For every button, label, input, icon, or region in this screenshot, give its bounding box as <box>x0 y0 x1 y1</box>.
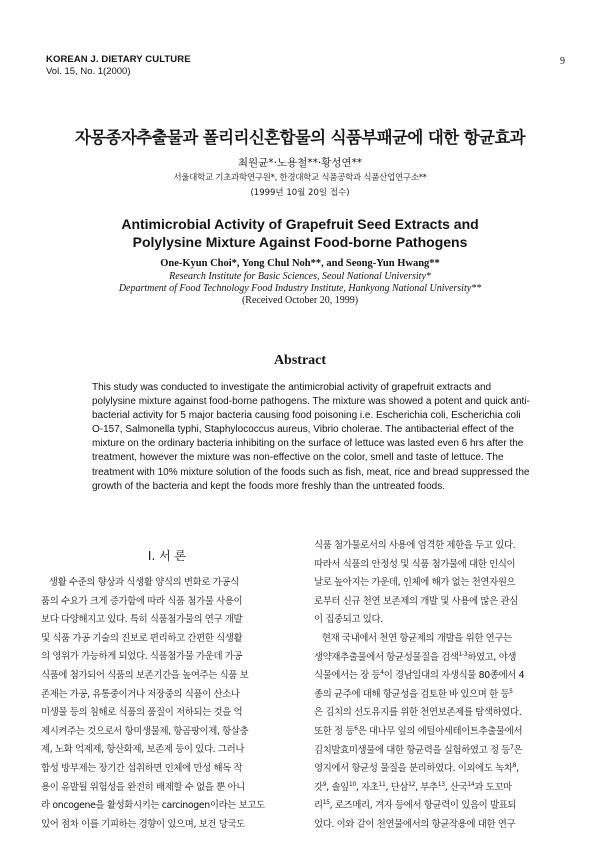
abstract-line: O-157, Salmonella typhi, Staphylococcus aureus, Vibrio cholerae. The antibacterial effect of the <box>92 424 514 436</box>
english-title-line-2: Polylysine Mixture Against Food-borne Pathogens <box>132 234 468 250</box>
body-right-line: 식품 첨가물로서의 사용에 엄격한 제한을 두고 있다. <box>314 540 516 551</box>
body-left-line: 제, 노화 억제제, 항산화제, 보존제 등이 있다. 그러나 <box>41 744 245 756</box>
journal-name: KOREAN J. DIETARY CULTURE <box>46 54 191 65</box>
body-left-line: 미생물 등의 침해로 식품의 품질이 저하되는 것을 억 <box>41 707 243 719</box>
english-title-line-1: Antimicrobial Activity of Grapefruit Seed Extracts and <box>121 216 479 232</box>
body-left-line: 보다 다양해지고 있다. 특히 식품첨가물의 연구 개발 <box>41 614 243 626</box>
body-left-line: 라 oncogene을 활성화시키는 carcinogen이라는 보고도 <box>41 800 265 812</box>
reference-superscript: 7 <box>509 743 514 751</box>
abstract-body <box>92 381 537 494</box>
page-number: 9 <box>560 56 565 67</box>
body-left-line: 품의 수요가 크게 증가함에 따라 식품 첨가물 사용이 <box>41 595 243 607</box>
body-right-line: 갓$^9$, 솔잎$^{10}$, 자초$^{11}$, 단삼$^{12}$, 부추$^{13}$, 산국$^{14}$과 도꼬마 <box>314 780 512 793</box>
abstract-line: This study was conducted to investigate the antimicrobial activity of grapefruit extracts and <box>92 382 492 393</box>
korean-received-date: (1999년 10월 20일 접수) <box>250 188 350 198</box>
body-right-line: 이 집중되고 있다. <box>314 614 383 626</box>
abstract-line: bacterial activity for 5 major bacteria causing food poisoning i.e. Escherichia coli, Escherichia coli <box>92 410 521 422</box>
body-left-line: 용이 유발될 위험성을 완전히 배제할 수 없을 뿐 아니 <box>41 781 245 793</box>
body-right-line: 은 김치의 선도유지를 위한 천연보존제를 탐색하였다. <box>314 707 522 719</box>
body-right-line: 생약재추출물에서 항균성물질을 검색$^{1-3}$하였고, 야생 <box>314 650 517 663</box>
english-affiliation-1: Research Institute for Basic Sciences, Seoul National University* <box>169 271 431 282</box>
reference-superscript: 15 <box>322 799 330 807</box>
body-right-line: 식물에서는 장 등$^4$이 경남일대의 자생식물 80종에서 4 <box>314 669 525 682</box>
body-left-line: 존제는 가공, 유통중이거나 저장중의 식품이 산소나 <box>41 688 240 700</box>
body-right-line: 김치발효미생물에 대한 항균력을 실험하였고 정 등$^7$은 <box>314 743 523 756</box>
reference-superscript: 12 <box>408 780 416 788</box>
reference-superscript: 13 <box>437 780 445 788</box>
reference-superscript: 4 <box>380 669 384 677</box>
body-right-line: 었다. 이와 같이 천연물에서의 항균작용에 대한 연구 <box>314 818 516 830</box>
body-right-line: 또한 정 등$^6$은 대나무 잎의 에틸아세테이트추출물에서 <box>314 724 523 737</box>
reference-superscript: 9 <box>322 780 327 788</box>
body-right-line: 리$^{15}$, 로즈메리, 겨자 등에서 항균력이 있음이 발표되 <box>314 799 517 812</box>
body-column-right <box>314 537 564 835</box>
abstract-line: treatment, however the mixture was non-effective on the color, smell and taste of lettuce. The <box>92 452 504 464</box>
reference-superscript: 1-3 <box>458 650 468 658</box>
abstract-line: mixture on the ordinary bacteria inhibiting on the surface of lettuce was lasted even 6 hrs after the <box>92 438 524 450</box>
english-title <box>0 215 600 251</box>
reference-superscript: 5 <box>509 687 513 695</box>
body-left-line: 및 식품 가공 기술의 진보로 편리하고 간편한 식생활 <box>41 632 243 644</box>
body-left-line: 생활 수준의 향상과 식생활 양식의 변화로 가공식 <box>41 577 239 588</box>
korean-title: 자몽종자추출물과 폴리리신혼합물의 식품부패균에 대한 항균효과 <box>74 128 526 147</box>
abstract-line: treatment with 10% mixture solution of the foods such as fish, meat, rice and bread suppressed the <box>92 466 530 478</box>
body-right-line: 날로 높아지는 가운데, 인체에 해가 없는 천연자원으 <box>314 577 516 589</box>
reference-superscript: 14 <box>467 780 475 788</box>
english-affiliation-2: Department of Food Technology Food Industry Institute, Hankyong National University** <box>118 283 482 294</box>
body-left-line: 합성 방부제는 장기간 섭취하면 인체에 만성 해독 작 <box>41 762 243 774</box>
body-right-line: 따라서 식품의 안정성 및 식품 첨가물에 대한 인식이 <box>314 558 516 570</box>
english-authors: One-Kyun Choi*, Yong Chul Noh**, and Seong-Yun Hwang** <box>160 258 440 269</box>
korean-authors: 최원균*·노용철**·황성연** <box>237 157 363 169</box>
korean-affiliation: 서울대학교 기초과학연구원*, 한경대학교 식품공학과 식품산업연구소** <box>173 173 427 183</box>
abstract-heading: Abstract <box>273 353 327 368</box>
reference-superscript: 6 <box>354 724 358 732</box>
section-heading-introduction: I. 서 론 <box>147 549 187 563</box>
abstract-line: polylysine mixture against food-borne pathogens. The mixture was showed a potent and quick anti- <box>92 396 530 408</box>
body-right-line: 로부터 신규 천연 보존제의 개발 및 사용에 많은 관심 <box>314 595 518 607</box>
body-left-line: 의 영위가 가능하게 되었다. 식품첨가물 가운데 가공 <box>41 651 243 663</box>
journal-volume: Vol. 15, No. 1(2000) <box>46 66 131 77</box>
body-right-line: 현재 국내에서 천연 항균제의 개발을 위한 연구는 <box>314 632 512 644</box>
body-left-line: 제시켜주는 것으로서 항미생물제, 항곰팡이제, 항살충 <box>41 725 249 737</box>
body-right-line: 영지에서 항균성 물질을 분리하였다. 이외에도 녹차$^8$, <box>314 762 519 775</box>
reference-superscript: 10 <box>348 780 356 788</box>
body-column-left <box>41 574 291 834</box>
body-right-line: 종의 균주에 대해 항균성을 검토한 바 있으며 한 등$^5$ <box>314 687 513 700</box>
abstract-line: growth of the bacteria and kept the foods more freshly than the untreated foods. <box>92 480 445 492</box>
reference-superscript: 8 <box>512 762 517 770</box>
body-left-line: 있어 점차 이를 기피하는 경향이 있으며, 보건 당국도 <box>41 818 245 830</box>
english-received-date: (Received October 20, 1999) <box>241 295 359 306</box>
reference-superscript: 11 <box>378 780 386 788</box>
body-left-line: 식품에 첨가되어 식품의 보존기간을 높여주는 식품 보 <box>41 669 249 681</box>
